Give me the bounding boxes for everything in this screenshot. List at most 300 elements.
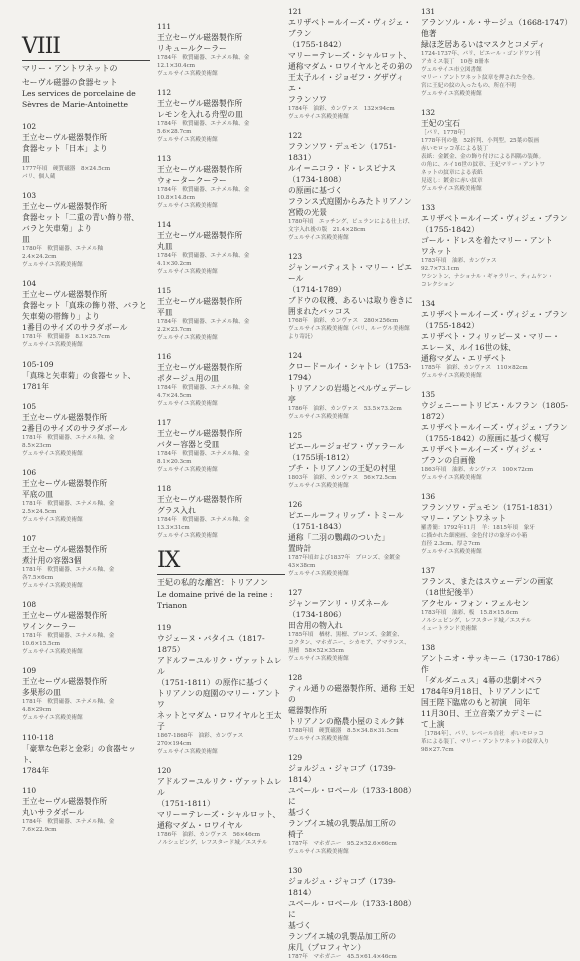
entry-spec-line: 7.6×22.9cm <box>22 827 57 833</box>
section-title: 王妃の私的な離宮：トリアノン <box>157 578 269 587</box>
entry-spec-line: 1783年頃 油彩、カンヴァス <box>421 258 497 264</box>
entry-text-line: （1714-1789） <box>288 285 346 294</box>
entry-text-line: バラと矢車菊」より <box>22 224 93 233</box>
section-title-fr-line: Le domaine privé de la reine : <box>157 589 273 599</box>
entry-spec-line: 1780年 軟質磁器、エナメル釉 <box>22 246 104 252</box>
entry-text-line: アランソル・ル・サージュ（1668-1747） <box>421 18 573 27</box>
entry-text-line: ユベール・ロベール（1733-1808）に <box>288 786 416 806</box>
entry-text-line: トリアノンの庭園のマリー・アントワ <box>157 688 281 709</box>
entry-spec-line: 1784年 軟質磁器、エナメル釉、金 <box>157 55 250 61</box>
catalogue-entry <box>288 753 418 856</box>
entry-text-line: ウジェニー＝トリピエ・ルフラン（1805-1872） <box>421 401 569 421</box>
entry-text-line: マリー＝テレーズ・シャルロット、 <box>288 51 412 60</box>
catalogue-entry <box>421 7 573 98</box>
catalogue-entry <box>22 402 150 458</box>
entry-spec-line: 革による装丁、マリー・アントワネットの紋章入り <box>421 739 550 745</box>
entry-text-line: 王立セーヴル磁器製作所 <box>22 545 108 554</box>
entry-spec-line: 1787年 マホガニー 45.5×61.4×46cm <box>288 954 397 960</box>
entry-spec-line: 1787年 マホガニー 95.2×52.6×66cm <box>288 841 397 847</box>
entry-text-line: トリアノンの酪農小屋のミルク鉢 <box>288 717 404 726</box>
entry-text-line: フランス、またはスウェーデンの画家 <box>421 577 554 586</box>
entry-text-line: 王立セーヴル磁器製作所 <box>22 202 108 211</box>
entry-text-line: 2番目のサイズのサラダボール <box>22 424 128 433</box>
entry-text-line: 王太子ルイ・ジョゼフ・グザヴィエ・ <box>288 73 404 93</box>
entry-text-line: マリー＝テレーズ・シャルロット、 <box>157 809 281 819</box>
entry-spec-line: 1803年 油彩、カンヴァス 56×72.5cm <box>288 475 397 481</box>
section-8-heading <box>22 36 150 110</box>
entry-spec-line: ヴェルサイユ宮殿美術館 <box>157 401 218 407</box>
entry-text-line: 王立セーヴル磁器製作所 <box>22 677 108 686</box>
entry-text-line: 王立セーヴル磁器製作所 <box>157 165 243 174</box>
entry-spec-line: アカミス装丁 10巻 8冊本 <box>421 59 490 65</box>
entry-spec-line: 270×194cm <box>157 740 192 747</box>
entry-spec-line: パリ、個人蔵 <box>22 174 56 180</box>
entry-text-line: （1755-1842） <box>288 40 346 49</box>
entry-spec-line: 1786年 油彩、カンヴァス 53.5×73.2cm <box>288 406 402 412</box>
entry-text-line: 床几（プロフィヤン） <box>288 943 366 952</box>
catalogue-entry <box>157 766 285 847</box>
entry-number: 120 <box>157 765 172 775</box>
entry-spec-line: ヴェルサイユ宮殿美術館 <box>157 71 218 77</box>
entry-number: 104 <box>22 279 37 288</box>
entry-text-line: ウジェーヌ・バタイユ（1817-1875） <box>157 633 265 654</box>
entry-text-line: プチ・トリアノンの王妃の村里 <box>288 464 397 473</box>
entry-text-line: フランソワ・デュモン（1751-1831） <box>421 503 557 512</box>
entry-text-line: ピエール＝フィリップ・トミール（1751-1843） <box>288 511 404 531</box>
entry-text-line: 王立セーヴル磁器製作所 <box>157 429 243 438</box>
entry-spec-line: ヴェルサイユ宮殿美術館 <box>22 342 83 348</box>
entry-spec-line: 10.8×14.8cm <box>157 195 196 201</box>
entry-text-line: 囲まれたバッコス <box>288 307 351 316</box>
entry-text-line: ランブイエ城の乳製品加工所の <box>288 819 397 828</box>
entry-spec-line: 1784年 軟質磁器、エナメル釉、金 <box>157 319 250 325</box>
entry-number: 103 <box>22 191 37 200</box>
entry-number: 127 <box>288 588 303 597</box>
entry-text-line: エリザベト＝ルイーズ・ヴィジェ・ブラン <box>421 310 568 319</box>
entry-text-line: アクセル・フォン・フェルセン <box>421 599 530 608</box>
entry-text-line: アントニオ・サッキーニ（1730-1786）作 <box>421 654 564 674</box>
entry-spec-line: ヴェルサイユ宮殿美術館 <box>421 475 482 481</box>
entry-text-line: 宮殿の光景 <box>288 208 327 217</box>
entry-spec-line: 1863年頃 油彩、カンヴァス 100×72cm <box>421 467 534 473</box>
entry-number: 109 <box>22 666 37 675</box>
entry-text-line: ジャン＝アンリ・リズネール（1734-1806） <box>288 599 389 619</box>
group-heading <box>22 359 150 392</box>
entry-spec-line: 92.7×73.1cm <box>421 266 460 272</box>
entry-spec-line: ヴェルサイユ宮殿美術館 <box>157 335 218 341</box>
entry-text-line: 王妃の宝石 <box>421 119 460 128</box>
entry-text-line: 緑ほ芝居あるいはマスクとコメディ <box>421 40 546 49</box>
entry-spec-line: 1780年頃 エッチング、ビュランによる仕上げ、 <box>288 219 414 225</box>
entry-number: 135 <box>421 390 436 399</box>
entry-text-line: 煮汁用の容器3個 <box>22 556 82 565</box>
entry-text-line: ランブイエ城の乳製品加工所の <box>288 932 397 941</box>
entry-text-line: ジャン＝バティスト・マリー・ピエール <box>288 263 412 283</box>
entry-text-line: 皿 <box>22 155 30 164</box>
entry-number: 126 <box>288 500 303 509</box>
entry-spec-line: 黒檀 58×52×35cm <box>288 648 344 654</box>
entry-spec-line: ヴェルサイユ宮殿美術館 <box>288 571 349 577</box>
entry-number: 108 <box>22 600 37 609</box>
entry-spec-line: 1783年頃 油彩、板 15.8×15.6cm <box>421 610 519 616</box>
entry-spec-line: ヴェルサイユ宮殿美術館 <box>288 235 349 241</box>
catalogue-entry <box>421 643 569 754</box>
entry-number: 111 <box>157 22 172 31</box>
section-title-line: マリー・アントワネットの <box>22 64 118 73</box>
entry-text-line: 平皿 <box>157 308 173 317</box>
entry-text-line: エリザベト・フィリッピーヌ・マリー・ <box>421 332 560 341</box>
entry-text-line: クロード＝ルイ・シャトレ（1753-1794） <box>288 362 412 382</box>
entry-text-line: ユベール・ロベール（1733-1808）に <box>288 899 416 919</box>
entry-spec-line: ワシントン、ナショナル・ギャラリー、ティムケン・ <box>421 274 554 280</box>
entry-spec-line: ノルシェピング、レフスタード城／エステル <box>421 618 532 624</box>
entry-text-line: 矢車菊の帯飾り」より <box>22 312 100 321</box>
entry-text-line: 食器セット「日本」より <box>22 144 108 153</box>
catalogue-entry <box>288 7 418 121</box>
entry-number: 110 <box>22 786 37 795</box>
entry-text-line: （18世紀後半） <box>421 588 478 597</box>
entry-text-line: 通称マダム・エリザベト <box>421 354 507 363</box>
entry-text-line: 「ダルダニュス」4幕の悲劇オペラ <box>421 676 543 685</box>
entry-spec-line: 1784年 軟質磁器、エナメル釉、金 <box>157 187 250 193</box>
entry-text-line: 磁器製作所 <box>288 706 327 715</box>
entry-text-line: 通称「二羽の鸚鵡のついた」 <box>288 533 390 542</box>
entry-text-line: 王立セーヴル磁器製作所 <box>157 99 243 108</box>
entry-text-line: マリー・アントワネット <box>421 514 507 523</box>
catalogue-entry <box>22 122 150 181</box>
entry-spec-line: ヴェルサイユ宮殿美術館 <box>288 849 349 855</box>
catalogue-entry <box>288 673 418 743</box>
entry-spec-line: 1784年 軟質磁器、エナメル釉、金 <box>157 517 250 523</box>
entry-text-line: （1755-1842）の原画に基づく模写 <box>421 434 550 443</box>
entry-number: 118 <box>157 484 172 493</box>
entry-text-line: 基づく <box>288 921 312 930</box>
entry-text-line: （1755頃-1812） <box>288 453 354 462</box>
column-3 <box>288 0 418 960</box>
entry-text-line: 国王陛下臨席のもと初演 同年 <box>421 698 531 707</box>
entry-spec-line: 各7.5×6cm <box>22 575 54 581</box>
entry-text-line: 多果形の皿 <box>22 688 61 697</box>
entry-spec-line: 12.1×30.4cm <box>157 63 196 69</box>
section-9-heading <box>157 550 285 611</box>
entry-text-line: ジョルジュ・ジャコブ（1739-1814） <box>288 764 396 784</box>
entry-spec-line: イェートランド美術館 <box>421 626 477 632</box>
entry-spec-line: 1784年 軟質磁器、エナメル釉、金 <box>157 253 250 259</box>
entry-text-line: バター容器と受皿 <box>157 440 220 449</box>
entry-number: 121 <box>288 7 303 16</box>
entry-text-line: フランス式庭園からみたトリアノン <box>288 197 412 206</box>
section-title-line: セーヴル磁器の食器セット <box>22 77 118 87</box>
entry-text-line: （1751-1811）の原作に基づく <box>157 677 270 687</box>
entry-number: 114 <box>157 220 172 229</box>
entry-spec-line: ヴェルサイユ宮殿美術館 <box>157 533 218 539</box>
catalogue-entry <box>421 108 569 193</box>
entry-text-line: 平底の皿 <box>22 490 54 499</box>
entry-spec-line: ヴェルサイユ宮殿美術館 <box>22 262 83 268</box>
entry-spec-line: ヴェルサイユ宮殿美術館 <box>157 467 218 473</box>
section-title-fr-line: Trianon <box>157 600 188 610</box>
catalogue-entry <box>421 203 569 289</box>
entry-number: 137 <box>421 566 436 575</box>
column-4 <box>421 0 573 800</box>
catalogue-entry <box>288 431 418 490</box>
catalogue-entry <box>421 299 569 380</box>
entry-text-line: の原画に基づく <box>288 186 343 195</box>
group-heading-line: 105-109 <box>22 360 54 369</box>
entry-spec-line: 4.8×29cm <box>22 707 52 713</box>
catalogue-entry <box>157 220 285 276</box>
entry-text-line: 1番目のサイズのサラダボール <box>22 323 128 332</box>
catalogue-entry <box>157 484 285 540</box>
entry-spec-line: ［1784年］、パリ、レベール自社 赤いモロッコ <box>421 731 544 737</box>
section-title-fr-line: Les services de porcelaine de <box>22 89 136 98</box>
entry-text-line: 王立セーヴル磁器製作所 <box>157 495 243 504</box>
entry-spec-line: 見返し：鍍金に赤い紋章 <box>421 178 483 184</box>
entry-text-line: フランソワ・デュモン（1751-1831） <box>288 142 397 162</box>
entry-number: 132 <box>421 108 436 117</box>
entry-text-line: トリアノンの岩場とベルヴェデーレ亭 <box>288 384 412 404</box>
entry-text-line: ウォータークーラー <box>157 176 227 185</box>
entry-text-line: 王立セーヴル磁器製作所 <box>22 797 108 806</box>
entry-spec-line: 1724-1737年、パリ、ピエール・ゴンドワン刊 <box>421 51 541 57</box>
entry-spec-line: の角に、ルイ16世の紋章、王妃マリー・アントワ <box>421 162 546 168</box>
entry-text-line: ワインクーラー <box>22 622 77 631</box>
entry-spec-line: 43×38cm <box>288 563 316 569</box>
entry-spec-line: ヴェルサイユ宮殿美術館 <box>22 649 83 655</box>
group-heading-line: 1781年 <box>22 382 49 391</box>
entry-spec-line: より寄託） <box>288 334 316 340</box>
entry-number: 124 <box>288 351 303 360</box>
entry-spec-line: ヴェルサイユ宮殿美術館 <box>288 483 349 489</box>
entry-spec-line: ヴェルサイユ宮殿美術館 <box>288 736 349 742</box>
entry-list <box>22 122 150 834</box>
entry-spec-line: 1781年 軟質磁器、エナメル釉、金 <box>22 633 115 639</box>
entry-list <box>157 22 285 540</box>
entry-text-line: 王立セーヴル磁器製作所 <box>22 290 108 299</box>
entry-text-line: 通称マダム・ロワイヤルとその弟の <box>288 62 413 71</box>
entry-spec-line: 2.5×24.5cm <box>22 509 57 515</box>
entry-spec-line: 1784年 油彩、カンヴァス 132×94cm <box>288 106 395 112</box>
entry-text-line: 王立セーヴル磁器製作所 <box>22 413 108 422</box>
entry-spec-line: 1786年 油彩、カンヴァス 56×46cm <box>157 831 261 838</box>
entry-text-line: 皿 <box>22 235 30 244</box>
entry-number: 119 <box>157 622 172 632</box>
entry-spec-line: 1781年 軟質磁器、エナメル釉、金 <box>22 567 115 573</box>
entry-spec-line: ヴェルサイユ宮殿美術館 <box>421 91 482 97</box>
entry-spec-line: マリー・アントワネット紋章を押された全巻。 <box>421 75 539 81</box>
entry-spec-line: 1788年頃 硬質磁器 8.5×34.8×31.5cm <box>288 728 399 734</box>
entry-text-line: アドルフ＝ユルリク・ヴァットムレル <box>157 776 282 797</box>
catalogue-entry <box>288 131 418 242</box>
entry-text-line: 基づく <box>288 808 312 817</box>
entry-text-line: ピエール＝ジョゼフ・ヴァラール <box>288 442 405 451</box>
entry-list <box>288 7 418 961</box>
entry-spec-line: ヴェルサイユ市立図書館 <box>421 67 482 73</box>
entry-number: 133 <box>421 203 436 212</box>
entry-text-line: エリザベト＝ルイーズ・ヴィジェ・ブラン <box>288 18 412 38</box>
entry-spec-line: 98×27.7cm <box>421 747 454 753</box>
entry-spec-line: 1787年頃および1837年 ブロンズ、金鍍金 <box>288 555 401 561</box>
entry-spec-line: 1777年頃 硬質磁器 8×24.5cm <box>22 166 111 172</box>
entry-number: 116 <box>157 352 172 361</box>
entry-text-line: ワネット <box>421 247 452 256</box>
entry-spec-line: 8.1×20.3cm <box>157 459 192 465</box>
entry-text-line: て上演 <box>421 720 445 729</box>
entry-spec-line: 文字入れ後の版 21.4×28cm <box>288 227 366 233</box>
entry-spec-line: ヴェルサイユ宮殿美術館 <box>22 451 83 457</box>
entry-text-line: （1755-1842） <box>421 225 479 234</box>
catalogue-entry <box>421 492 569 556</box>
entry-list <box>421 7 573 754</box>
entry-spec-line: ヴェルサイユ宮殿美術館 <box>421 186 482 192</box>
entry-spec-line: 8.5×23cm <box>22 443 52 449</box>
entry-text-line: ゴール・ドレスを着たマリー・アント <box>421 236 553 245</box>
entry-number: 125 <box>288 431 303 440</box>
entry-spec-line: ヴェルサイユ宮殿美術館 <box>421 549 482 555</box>
entry-number: 112 <box>157 88 172 97</box>
entry-text-line: 王立セーヴル磁器製作所 <box>157 363 243 372</box>
catalogue-entry <box>157 286 285 342</box>
entry-spec-line: コレクション <box>421 282 455 288</box>
entry-spec-line: コクタン、マホガニー、シカモア、アマランス、 <box>288 640 410 646</box>
entry-number: 134 <box>421 299 436 308</box>
entry-number: 130 <box>288 866 303 875</box>
entry-spec-line: 表紙：金鍍金、金の飾り付けによる四隅の装飾。 <box>421 154 545 160</box>
catalogue-entry <box>157 352 285 408</box>
entry-spec-line: 2.2×23.7cm <box>157 327 192 333</box>
catalogue-entry <box>157 22 285 78</box>
entry-text-line: 11月30日、王立音楽アカデミーに <box>421 709 543 718</box>
entry-spec-line: ヴェルサイユ宮殿美術館 <box>157 203 218 209</box>
catalogue-entry <box>22 786 150 834</box>
entry-text-line: グラス入れ <box>157 506 196 515</box>
entry-spec-line: ヴェルサイユ宮殿美術館（パリ、ルーヴル美術館 <box>288 326 410 332</box>
entry-number: 123 <box>288 252 303 261</box>
section-number: VIII <box>22 34 60 59</box>
entry-text-line: アドルフ＝ユルリク・ヴァットムレル <box>157 655 282 676</box>
entry-spec-line: に描かれた細密画、金色付けの象牙の小箱 <box>421 533 528 539</box>
entry-spec-line: ヴェルサイユ宮殿美術館 <box>157 269 218 275</box>
entry-text-line: 椅子 <box>288 830 304 839</box>
entry-text-line: 1784年9月18日、トリアノンにて <box>421 687 541 696</box>
entry-spec-line: 13.3×31cm <box>157 525 190 531</box>
entry-text-line: レモンを入れる舟型の皿 <box>157 110 243 119</box>
entry-text-line: 食器セット「二重の青い飾り帯、 <box>22 213 139 222</box>
entry-spec-line: ヴェルサイユ宮殿美術館 <box>157 748 218 755</box>
catalogue-entry <box>22 191 150 269</box>
entry-spec-line: 10.6×15.5cm <box>22 641 61 647</box>
entry-spec-line: 4.7×24.5cm <box>157 393 192 399</box>
entry-number: 102 <box>22 122 37 131</box>
catalogue-entry <box>288 351 418 421</box>
group-heading-line: 「真珠と矢車菊」の食器セット、 <box>22 371 136 380</box>
catalogue-entry <box>421 566 569 633</box>
entry-number: 106 <box>22 468 37 477</box>
entry-number: 131 <box>421 7 436 16</box>
entry-spec-line: 1781年 軟質磁器、エナメル釉、金 <box>22 435 115 441</box>
catalogue-entry <box>288 588 418 663</box>
entry-text-line: 王立セーヴル磁器製作所 <box>157 297 243 306</box>
group-heading-line: 1784年 <box>22 766 49 775</box>
entry-text-line: 食器セット「真珠の飾り帯、バラと <box>22 301 147 310</box>
group-heading-line: 「豪華な色彩と金彩」の食器セット、 <box>22 744 136 764</box>
catalogue-entry <box>22 600 150 656</box>
entry-text-line: ブランの自画像 <box>421 456 476 465</box>
entry-spec-line: ヴェルサイユ宮殿美術館 <box>22 715 83 721</box>
entry-number: 122 <box>288 131 303 140</box>
entry-text-line: 他著 <box>421 29 437 38</box>
catalogue-entry <box>157 88 285 144</box>
entry-number: 113 <box>157 154 172 163</box>
catalogue-entry <box>157 418 285 474</box>
entry-spec-line: 1784年 軟質磁器、エナメル釉、金 <box>157 385 250 391</box>
catalogue-entry <box>288 252 418 341</box>
entry-text-line: 丸いサラダボール <box>22 808 85 817</box>
catalogue-entry <box>22 279 150 349</box>
entry-text-line: エリザベト＝ルイーズ・ヴィジェ・ <box>421 445 545 454</box>
catalogue-entry <box>22 534 150 590</box>
entry-spec-line: 宮に王妃の紋の入ったもの、所在不明 <box>421 83 516 89</box>
entry-text-line: 丸皿 <box>157 242 173 251</box>
entry-number: 117 <box>157 418 172 427</box>
entry-text-line: フランソワ <box>288 95 327 104</box>
entry-spec-line: ヴェルサイユ宮殿美術館 <box>421 373 482 379</box>
entry-spec-line: ［パリ、1778年］ <box>421 130 469 136</box>
catalogue-entry <box>421 390 569 482</box>
entry-text-line: ブドウの収穫、あるいは取り巻きに <box>288 296 413 305</box>
entry-text-line: 王立セーヴル磁器製作所 <box>22 479 108 488</box>
catalogue-entry <box>288 866 418 961</box>
entry-spec-line: 赤いモロッコ革による装丁 <box>421 146 489 152</box>
entry-spec-line: ヴェルサイユ宮殿美術館 <box>157 137 218 143</box>
entry-spec-line: ヴェルサイユ宮殿美術館 <box>288 414 349 420</box>
entry-spec-line: 1778年刊の他 52折判、小判型。25葉の版画 <box>421 138 539 144</box>
catalogue-entry <box>157 623 285 756</box>
entry-spec-line: 1784年 軟質磁器、エナメル釉、金 <box>157 451 250 457</box>
entry-spec-line: ヴェルサイユ宮殿美術館 <box>288 656 349 662</box>
entry-spec-line: ヴェルサイユ宮殿美術館 <box>22 583 83 589</box>
entry-text-line: ポタージュ用の皿 <box>157 374 220 383</box>
section-number: IX <box>157 548 180 573</box>
entry-text-line: エリザベト＝ルイーズ・ヴィジェ・ブラン <box>421 423 568 432</box>
entry-spec-line: 1768年 油彩、カンヴァス 280×256cm <box>288 318 399 324</box>
entry-spec-line: 1781年 軟質磁器、エナメル釉、金 <box>22 501 115 507</box>
entry-text-line: 王立セーヴル磁器製作所 <box>22 611 108 620</box>
entry-spec-line: 1784年 軟質磁器、エナメル釉、金 <box>22 819 115 825</box>
entry-text-line: ネットとマダム・ロワイヤルと王太子 <box>157 710 282 731</box>
entry-number: 138 <box>421 643 436 652</box>
group-heading-line: 110-118 <box>22 733 54 742</box>
entry-number: 128 <box>288 673 303 682</box>
catalogue-entry <box>157 154 285 210</box>
entry-spec-line: ノルシェピング、レフスタード城／エステル <box>157 839 268 846</box>
catalogue-entry <box>22 666 150 722</box>
entry-spec-line: 4.1×30.2cm <box>157 261 192 267</box>
section-rule <box>22 60 150 61</box>
entry-number: 136 <box>421 492 436 501</box>
entry-text-line: （1755-1842） <box>421 321 479 330</box>
entry-text-line: 置時計 <box>288 544 312 553</box>
entry-list <box>157 623 285 847</box>
entry-spec-line: ヴェルサイユ宮殿美術館 <box>22 517 83 523</box>
entry-text-line: ジョルジュ・ジャコブ（1739-1814） <box>288 877 396 897</box>
entry-spec-line: 1785年頃 楢材、黒檀、ブロンズ、金鍍金、 <box>288 632 403 638</box>
entry-spec-line: 1785年 油彩、カンヴァス 110×82cm <box>421 365 528 371</box>
entry-text-line: 田舎用の物入れ <box>288 621 343 630</box>
entry-text-line: 通称マダム・ロワイヤル <box>157 820 243 830</box>
section-rule <box>157 574 285 575</box>
entry-spec-line: ネットの紋章による表紙 <box>421 170 483 176</box>
